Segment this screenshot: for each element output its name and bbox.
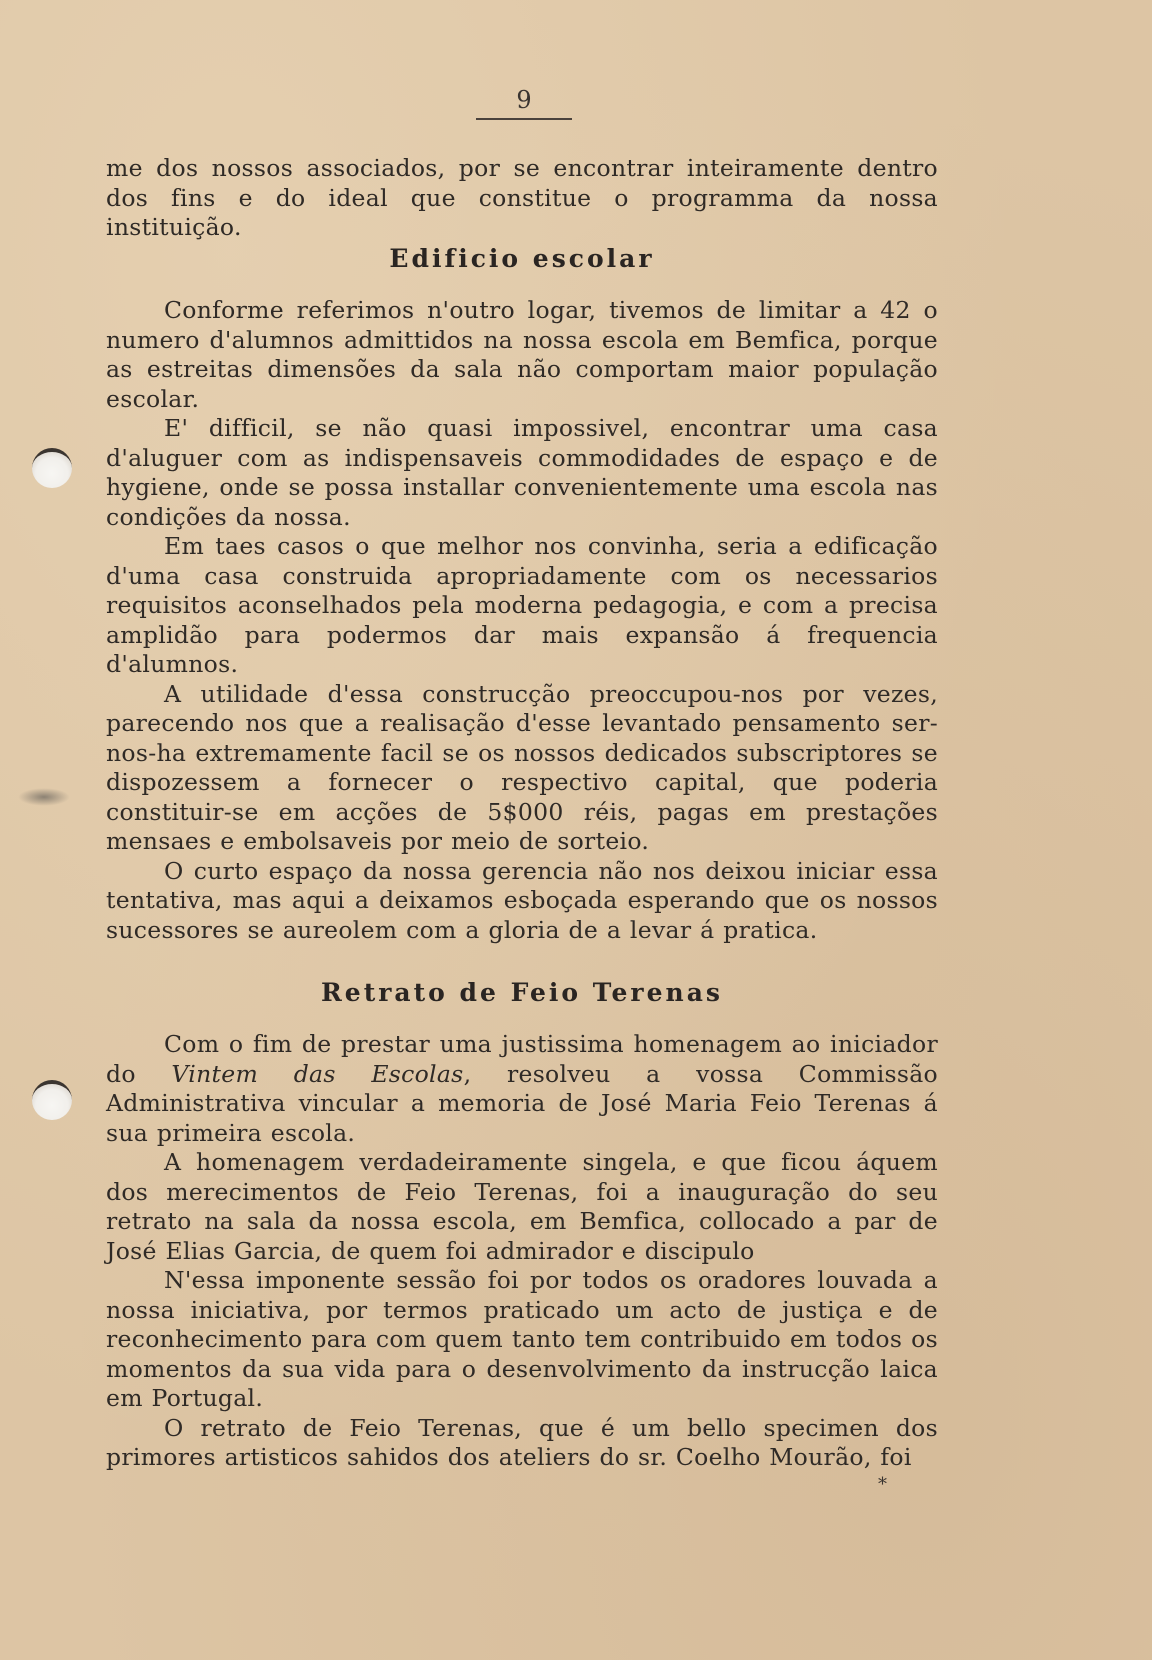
section-heading: Retrato de Feio Terenas [321,978,723,1007]
paragraph: N'essa imponente sessão foi por todos os oradores louvada a nossa iniciativa, por termos praticado um acto de justiça e de reconhecimento para com quem tanto tem contribuido em todos os momentos da sua vida para o desenvolvimento da instrucção laica em Portugal. [106,1266,938,1412]
paragraph: O curto espaço da nossa gerencia não nos deixou iniciar essa tentativa, mas aqui a deixamos esboçada esperando que os nossos sucessores se aureolem com a gloria de a levar á pratica. [106,856,938,944]
paragraph: A homenagem verdadeiramente singela, e que ficou áquem dos merecimentos de Feio Terenas, foi a inauguração do seu retrato na sala da nossa escola, em Bemfica, collocado a par de José Elias Garcia, de quem foi admirador e discipulo [106,1148,938,1265]
section-heading: Edificio escolar [389,244,655,273]
signature-mark: * [878,1474,887,1495]
opening-text [106,154,938,243]
paragraph: Em taes casos o que melhor nos convinha, seria a edificação d'uma casa construida apropriadamente com os necessarios requisitos aconselhados pela moderna pedagogia, e com a precisa amplidão para podermos dar mais expansão á frequencia d'alumnos. [106,532,938,678]
paragraph: E' difficil, se não quasi impossivel, encontrar uma casa d'aluguer com as indispensaveis commodidades de espaço e de hygiene, onde se possa installar convenientemente uma escola nas condições da nossa. [106,414,938,531]
section-body [106,1030,938,1473]
paragraph-text: , resolveu a vossa Commissão Administrativa vincular a memoria de José Maria Feio Terenas á sua primeira escola. [106,1059,938,1147]
publication-title: Vintem das Escolas [171,1059,464,1088]
paragraph-text: Com o fim de prestar uma justissima homenagem ao iniciador do [106,1030,938,1088]
paragraph: Conforme referimos n'outro logar, tivemos de limitar a 42 o numero d'alumnos admittidos na nossa escola em Bemfica, porque as estreitas dimensões da sala não comportam maior população escolar. [106,296,938,413]
paragraph: O retrato de Feio Terenas, que é um bello specimen dos primores artisticos sahidos dos ateliers do sr. Coelho Mourão, foi [106,1413,938,1471]
paragraph: me dos nossos associados, por se encontrar inteiramente dentro dos fins e do ideal que constitue o programma da nossa instituição. [106,154,938,241]
page-number-rule [476,118,572,120]
punch-hole [32,1080,72,1120]
paper-stain [18,788,70,806]
paragraph: A utilidade d'essa construcção preoccupou-nos por vezes, parecendo nos que a realisação d'esse levantado pensamento ser-nos-ha extremamente facil se os nossos dedicados subscriptores se dispozessem a fornecer o respectivo capital, que poderia constituir-se em acções de 5$000 réis, pagas em prestações mensaes e embolsaveis por meio de sorteio. [106,679,938,855]
punch-hole [32,448,72,488]
page-number: 9 [516,86,532,114]
section-body [106,296,938,945]
paragraph [106,1030,938,1148]
